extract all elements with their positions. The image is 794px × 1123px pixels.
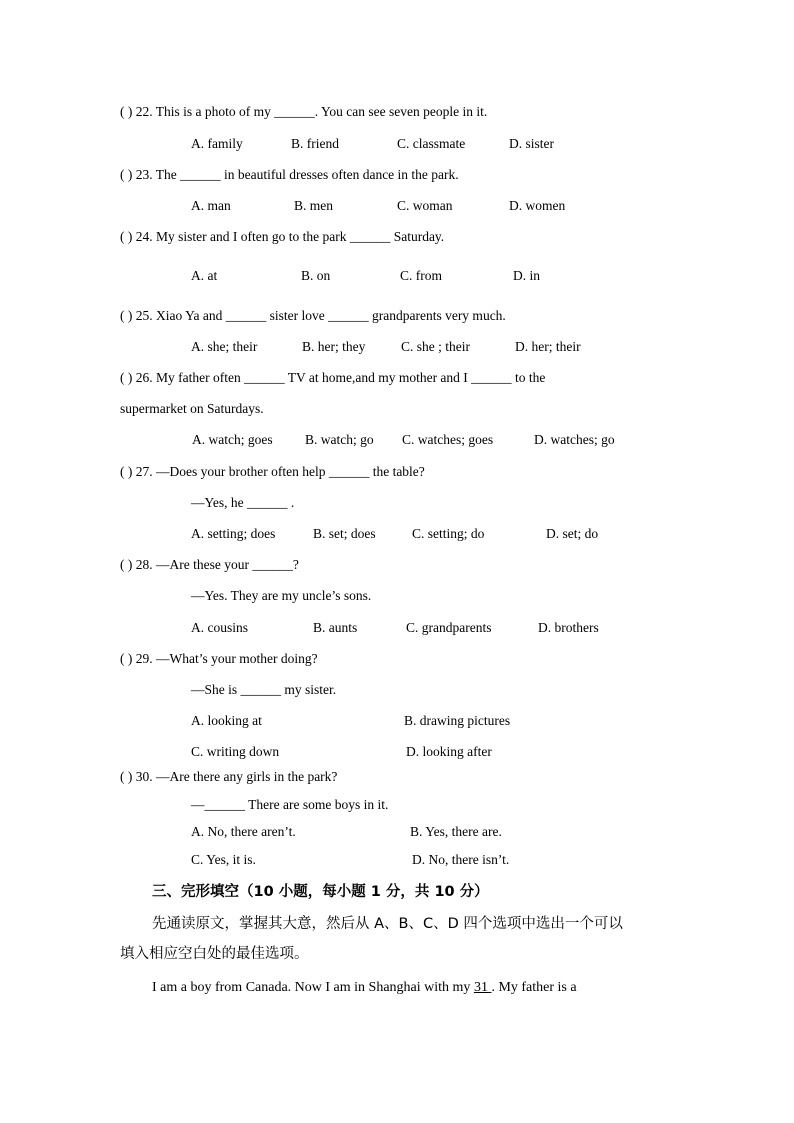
- question-25-stem: ( ) 25. Xiao Ya and ______ sister love ______ grandparents very much.: [120, 308, 506, 323]
- q25-option-a: A. she; their: [191, 339, 258, 354]
- question-30-reply: —______ There are some boys in it.: [191, 797, 389, 812]
- passage-text-end: . My father is a: [491, 980, 577, 995]
- q24-option-b: B. on: [301, 268, 331, 283]
- question-27-stem: ( ) 27. —Does your brother often help ______ the table?: [120, 464, 425, 479]
- question-24-stem: ( ) 24. My sister and I often go to the park ______ Saturday.: [120, 229, 445, 244]
- q30-option-d: D. No, there isn’t.: [412, 852, 510, 867]
- blank-31: 31: [473, 980, 492, 995]
- q27-option-d: D. set; do: [546, 526, 599, 541]
- q28-option-d: D. brothers: [538, 620, 599, 635]
- question-26-stem: ( ) 26. My father often ______ TV at home,and my mother and I ______ to the: [120, 370, 546, 385]
- section-heading: 三、完形填空（10 小题，每小题 1 分，共 10 分）: [152, 884, 489, 900]
- q25-option-c: C. she ; their: [401, 339, 470, 354]
- q23-option-b: B. men: [294, 198, 333, 213]
- question-28-stem: ( ) 28. —Are these your ______?: [120, 557, 299, 572]
- q30-option-a: A. No, there aren’t.: [191, 824, 296, 839]
- q26-option-d: D. watches; go: [534, 432, 615, 447]
- question-23-stem: ( ) 23. The ______ in beautiful dresses often dance in the park.: [120, 167, 459, 182]
- q28-option-b: B. aunts: [313, 620, 358, 635]
- question-22-stem: ( ) 22. This is a photo of my ______. You can see seven people in it.: [120, 104, 488, 119]
- q25-option-b: B. her; they: [302, 339, 366, 354]
- q29-option-c: C. writing down: [191, 744, 280, 759]
- passage-text-start: I am a boy from Canada. Now I am in Shanghai with my: [152, 980, 474, 995]
- section-instructions-line-2: 填入相应空白处的最佳选项。: [120, 946, 309, 962]
- q27-option-a: A. setting; does: [191, 526, 276, 541]
- question-30-stem: ( ) 30. —Are there any girls in the park?: [120, 769, 338, 784]
- q24-option-c: C. from: [400, 268, 442, 283]
- passage-first-line: [152, 980, 577, 996]
- q22-option-c: C. classmate: [397, 136, 466, 151]
- question-26-stem-cont: supermarket on Saturdays.: [120, 401, 264, 416]
- question-29-reply: —She is ______ my sister.: [191, 682, 337, 697]
- question-28-reply: —Yes. They are my uncle’s sons.: [191, 588, 372, 603]
- q26-option-a: A. watch; goes: [192, 432, 273, 447]
- q24-option-d: D. in: [513, 268, 540, 283]
- q30-option-c: C. Yes, it is.: [191, 852, 256, 867]
- q23-option-c: C. woman: [397, 198, 453, 213]
- q22-option-b: B. friend: [291, 136, 339, 151]
- q22-option-a: A. family: [191, 136, 243, 151]
- q23-option-d: D. women: [509, 198, 566, 213]
- q29-option-d: D. looking after: [406, 744, 492, 759]
- section-instructions-line-1: 先通读原文，掌握其大意，然后从 A、B、C、D 四个选项中选出一个可以: [152, 916, 623, 932]
- q30-option-b: B. Yes, there are.: [410, 824, 502, 839]
- q24-option-a: A. at: [191, 268, 218, 283]
- q25-option-d: D. her; their: [515, 339, 581, 354]
- q27-option-c: C. setting; do: [412, 526, 485, 541]
- question-29-stem: ( ) 29. —What’s your mother doing?: [120, 651, 318, 666]
- q23-option-a: A. man: [191, 198, 231, 213]
- q29-option-b: B. drawing pictures: [404, 713, 511, 728]
- q28-option-c: C. grandparents: [406, 620, 492, 635]
- q26-option-b: B. watch; go: [305, 432, 374, 447]
- question-27-reply: —Yes, he ______ .: [191, 495, 295, 510]
- q28-option-a: A. cousins: [191, 620, 248, 635]
- q22-option-d: D. sister: [509, 136, 554, 151]
- q27-option-b: B. set; does: [313, 526, 376, 541]
- q29-option-a: A. looking at: [191, 713, 262, 728]
- q26-option-c: C. watches; goes: [402, 432, 494, 447]
